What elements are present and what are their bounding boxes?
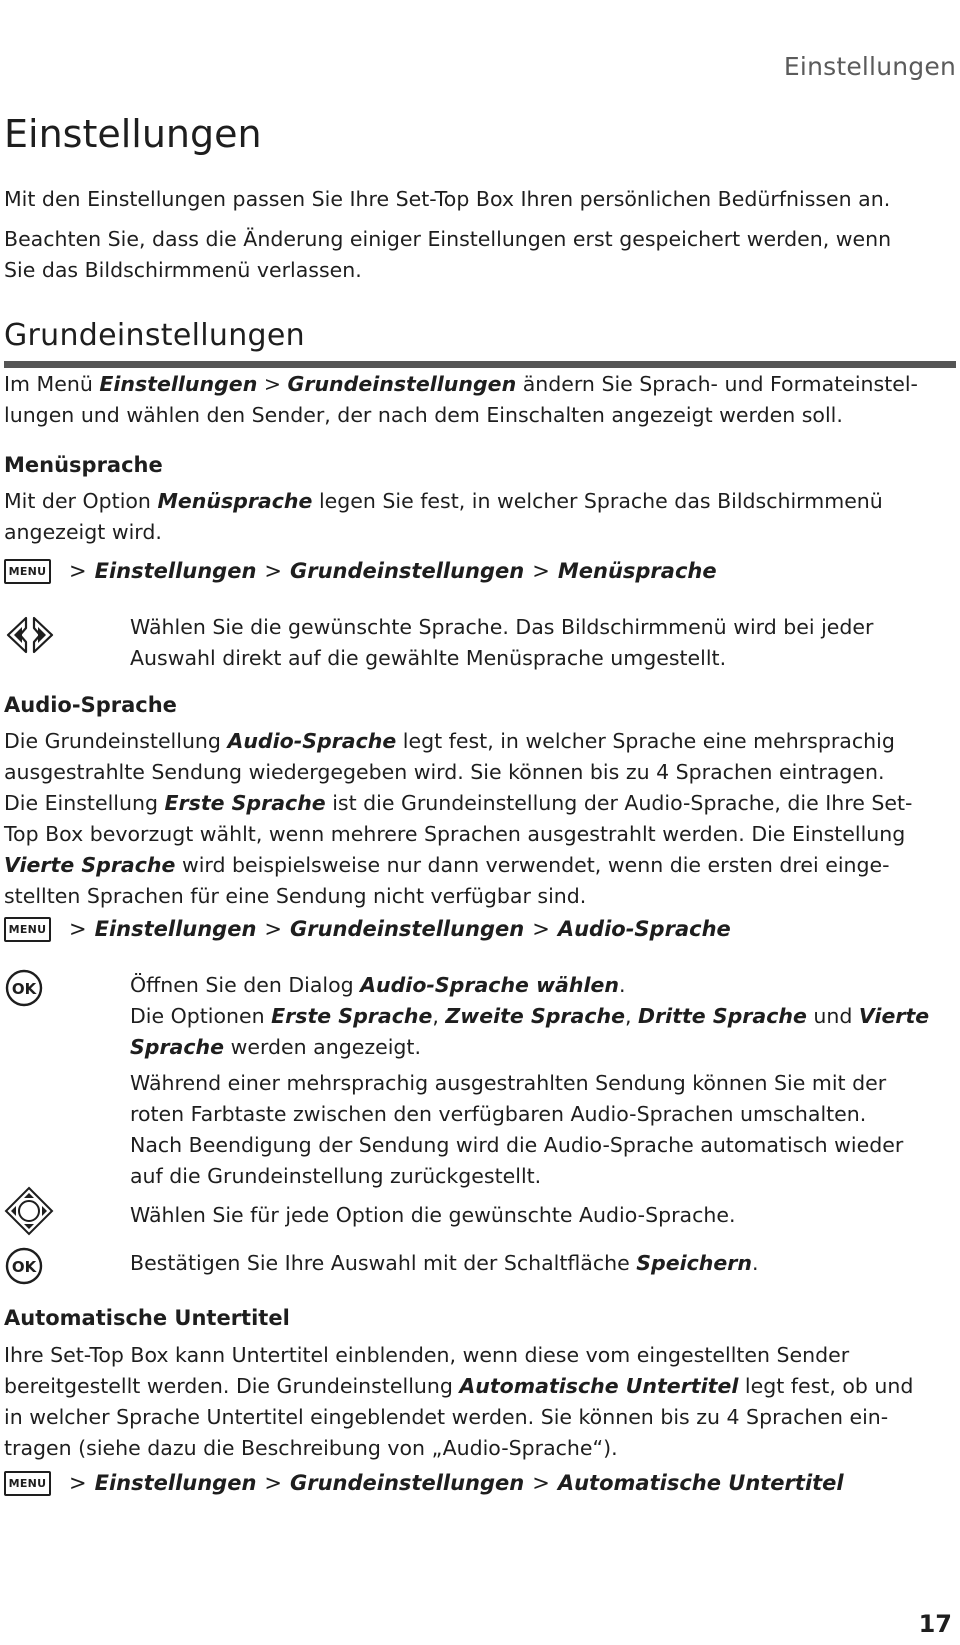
svg-text:OK: OK xyxy=(11,1258,37,1276)
audio-step3-text: Bestätigen Sie Ihre Auswahl mit der Schaltfläche Speichern. xyxy=(130,1251,759,1275)
subtitles-heading: Automatische Untertitel xyxy=(4,1306,290,1330)
path-separator: > xyxy=(69,917,87,941)
path-separator: > xyxy=(532,559,550,583)
audio-step2-text: Wählen Sie für jede Option die gewünschte Audio-Sprache. xyxy=(130,1203,736,1227)
audio-step1-note: Während einer mehrsprachig ausgestrahlten Sendung können Sie mit der roten Farbtaste zwischen den verfügbaren Audio-Sprachen umschalten. Nach Beendigung der Sendung wird die Audio-Sprache automatisch wieder auf die Grundeinstellung zurückgestellt. xyxy=(130,1071,904,1188)
path-separator: > xyxy=(69,1471,87,1495)
intro-paragraph-2 xyxy=(4,224,956,286)
intro-line: Mit den Einstellungen passen Sie Ihre Set-Top Box Ihren persönlichen Bedürfnissen an. xyxy=(4,187,891,211)
intro-paragraph xyxy=(4,184,956,215)
menusprache-heading: Menüsprache xyxy=(4,453,163,477)
path-separator: > xyxy=(264,559,283,583)
section-intro-line-1: Im Menü Einstellungen > Grundeinstellungen ändern Sie Sprach- und Formateinstel- xyxy=(4,372,918,396)
page-title: Einstellungen xyxy=(4,112,262,156)
ok-button-icon xyxy=(4,968,44,1008)
four-way-navigation-icon xyxy=(4,1186,54,1236)
section-rule xyxy=(4,361,956,368)
menu-key-icon: MENU xyxy=(4,559,51,584)
menusprache-paragraph: Mit der Option Menüsprache legen Sie fest, in welcher Sprache das Bildschirmmenü angezeigt wird. xyxy=(4,489,883,544)
left-right-arrows-icon xyxy=(4,614,56,656)
menusprache-menu-path: MENU > Einstellungen > Grundeinstellungen > Menüsprache xyxy=(4,556,717,586)
menusprache-step-text: Wählen Sie die gewünschte Sprache. Das Bildschirmmenü wird bei jeder Auswahl direkt auf die gewählte Menüsprache umgestellt. xyxy=(130,615,874,670)
ok-button-icon xyxy=(4,1246,44,1286)
page-number: 17 xyxy=(918,1610,952,1638)
subtitles-menu-path: MENU > Einstellungen > Grundeinstellungen > Automatische Untertitel xyxy=(4,1468,844,1498)
menu-key-icon: MENU xyxy=(4,1471,51,1496)
subtitles-paragraph: Ihre Set-Top Box kann Untertitel einblenden, wenn diese vom eingestellten Sender bereitgestellt werden. Die Grundeinstellung Automatische Untertitel legt fest, ob und in welcher Sprache Untertitel eingeblendet werden. Sie können bis zu 4 Sprachen ein- tragen (siehe dazu die Beschreibung von „Audio-Sprache“). xyxy=(4,1343,914,1460)
svg-text:OK: OK xyxy=(11,980,37,998)
audio-paragraph: Die Grundeinstellung Audio-Sprache legt fest, in welcher Sprache eine mehrsprachig ausgestrahlte Sendung wiedergegeben wird. Sie können bis zu 4 Sprachen eintragen. Die Einstellung Erste Sprache ist die Grundeinstellung der Audio-Sprache, die Ihre Set- Top Box bevorzugt wählt, wenn mehrere Sprachen ausgestrahlt werden. Die Einstellung Vierte Sprache wird beispielsweise nur dann verwendet, wenn die ersten drei einge- stellten Sprachen für eine Sendung nicht verfügbar sind. xyxy=(4,729,913,908)
audio-step1-text: Öffnen Sie den Dialog Audio-Sprache wählen. Die Optionen Erste Sprache, Zweite Sprache, Dritte Sprache und Vierte Sprache werden angezeigt. xyxy=(130,973,930,1059)
menu-key-icon: MENU xyxy=(4,917,51,942)
section-intro xyxy=(4,369,956,431)
path-separator: > xyxy=(264,1471,283,1495)
section-intro-line-2: lungen und wählen den Sender, der nach dem Einschalten angezeigt werden soll. xyxy=(4,403,843,427)
intro-line: Beachten Sie, dass die Änderung einiger Einstellungen erst gespeichert werden, wenn xyxy=(4,227,892,251)
audio-heading: Audio-Sprache xyxy=(4,693,177,717)
path-separator: > xyxy=(532,917,550,941)
path-separator: > xyxy=(69,559,87,583)
path-separator: > xyxy=(264,917,283,941)
intro-line: Sie das Bildschirmmenü verlassen. xyxy=(4,258,362,282)
path-separator: > xyxy=(532,1471,550,1495)
section-title: Grundeinstellungen xyxy=(4,318,305,353)
audio-menu-path: MENU > Einstellungen > Grundeinstellungen > Audio-Sprache xyxy=(4,914,731,944)
running-head: Einstellungen xyxy=(783,52,956,81)
